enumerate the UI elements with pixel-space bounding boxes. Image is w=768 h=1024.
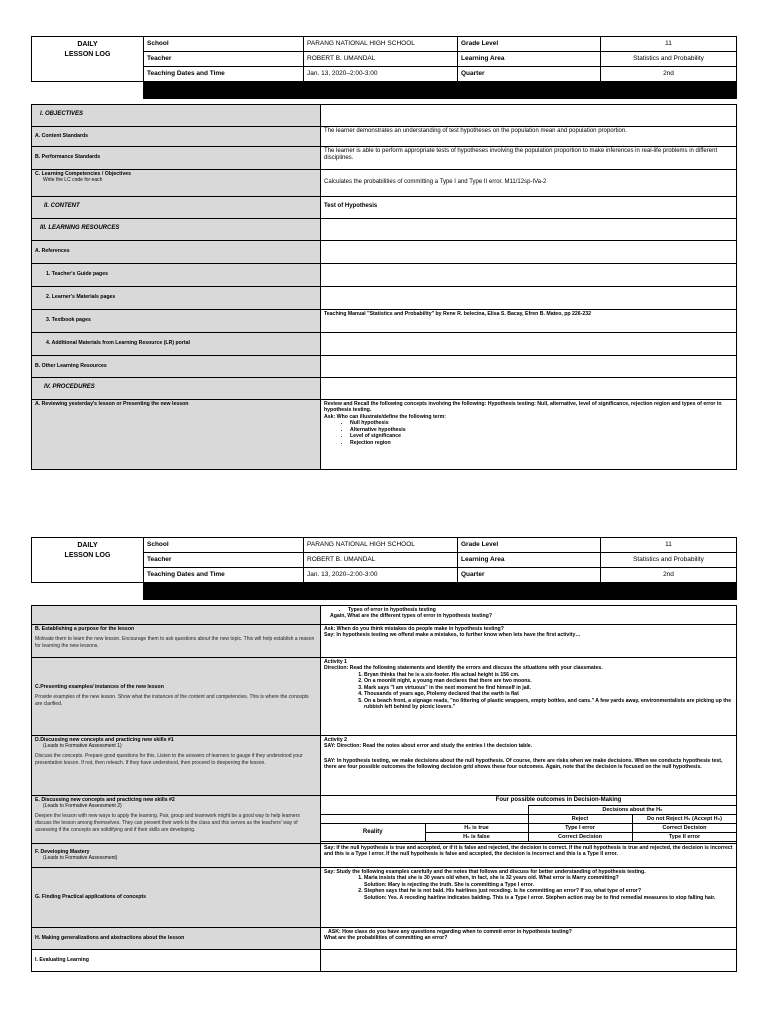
list-item: 4. Thousands of years ago, Ptolemy declared that the earth is flat <box>364 691 733 698</box>
mastery-value: Say: If the null hypothesis is true and accepted, or if it is false and rejected, the decision is correct. If the null hypothesis is true and rejected, the decision is incorrect and this is a Type I error. If the null hypothesis is false and accepted, the decision is incorrect and this is a Type II error. <box>321 843 737 867</box>
grade-label: Grade Level <box>458 37 601 52</box>
purpose-label: B. Establishing a purpose for the lesson Motivate them to learn the new lesson. Encourage them to ask questions about the new topic. This will help establish a reason for learning the new lessons. <box>32 624 321 657</box>
grid-h0-false: H₀ is false <box>425 833 528 842</box>
grid-correct1: Correct Decision <box>632 824 737 833</box>
quarter-label: Quarter <box>458 67 601 82</box>
list-item: 2. On a moonlit night, a young man declares that there are two moons. <box>364 678 733 685</box>
review-content <box>321 399 737 469</box>
list-item: • Alternative hypothesis <box>350 427 733 434</box>
evaluating-label: I. Evaluating Learning <box>32 949 321 971</box>
area-value: Statistics and Probability <box>601 553 737 568</box>
practical-list <box>324 875 733 901</box>
activity2-say2: SAY: In hypothesis testing, we make decisions about the null hypothesis. Of course, there are risks when we make decisions. When we conducts hypothesis test, there are four possible outcomes the following decision grid shows these four outcomes. Again, note that the decision is focused on the null hypothesis. <box>324 757 723 770</box>
tb-label: 3. Textbook pages <box>32 309 321 332</box>
content-value: Test of Hypothesis <box>321 196 737 218</box>
decision-grid-cell <box>321 795 737 843</box>
black-bar <box>144 583 737 600</box>
list-item: 1. Bryan thinks that he is a six-footer. His actual height is 156 cm. <box>364 672 733 679</box>
list-item: 1. Maria insists that she is 30 years old when, in fact, she is 32 years old. What error is Marry committing? Solution: Mary is rejecting the truth. She is committing a Type I error. <box>364 875 733 888</box>
list-item: • Rejection region <box>350 440 733 447</box>
purpose-ask: Ask: When do you think mistakes do people make in hypothesis testing? <box>324 625 504 632</box>
tg-label: 1. Teacher's Guide pages <box>32 263 321 286</box>
grid-not-reject: Do not Reject H₀ (Accept H₀) <box>632 815 737 824</box>
practical-content <box>321 867 737 927</box>
performance-value: The learner is able to perform appropriate tests of hypotheses involving the population proportion to make inferences in real-life problems in different disciplines. <box>321 146 737 169</box>
teacher-value: ROBERT B. UMANDAL <box>304 553 458 568</box>
review-ask: Ask: Who can illustrate/define the following term: <box>324 413 446 420</box>
discuss1-desc: Discuss the concepts. Prepare good questions for this. Listen to the answers of learners to gauge if they understood your presentation lesson. If not, then reteach. If they have understood, then proceed to deepening the lesson. <box>35 753 303 767</box>
resources-heading: III. LEARNING RESOURCES <box>32 218 321 240</box>
dates-label: Teaching Dates and Time <box>144 568 304 583</box>
examples-desc: Provide examples of the new lesson. Show what the instances of the content and competencies. This is where the concepts are clarified. <box>35 694 309 708</box>
am-label: 4. Additional Materials from Learning Resource (LR) portal <box>32 332 321 355</box>
purpose-say: Say: In hypothesis testing we offend make a mistakes, to further know when lets have the first activity… <box>324 632 581 638</box>
school-value: PARANG NATIONAL HIGH SCHOOL <box>304 37 458 52</box>
teacher-value: ROBERT B. UMANDAL <box>304 52 458 67</box>
competencies-label: C. Learning Competencies / Objectives Write the LC code for each <box>32 169 321 196</box>
grid-correct2: Correct Decision <box>528 833 632 842</box>
grid-reject: Reject <box>528 815 632 824</box>
list-item: • Types of error in hypothesis testing <box>348 607 733 614</box>
grid-title: Four possible outcomes in Decision-Making <box>495 796 622 803</box>
activity1-direction: Direction: Read the following statements and identify the errors and discuss the situations with your classmates. <box>324 665 603 671</box>
list-item: 2. Stephen says that he is not bald. His hairlines just receding. Is he committing an error? If so, what type of error? Solution: Yes. A receding hairline indicates balding. This is a Type I error. Stephen action may be to find remedial measures to stop falling hair. <box>364 888 733 901</box>
grid-type2: Type II error <box>632 833 737 842</box>
generalize-label: H. Making generalizations and abstractions about the lesson <box>32 927 321 949</box>
list-item: 3. Mark says "I am virtuous" in the next moment he find himself in jail. <box>364 685 733 692</box>
content-standards-label: A. Content Standards <box>32 126 321 146</box>
quarter-label: Quarter <box>458 568 601 583</box>
mastery-label: F. Developing Mastery (Leads to Formative Assessment) <box>32 843 321 867</box>
teacher-label: Teacher <box>144 553 304 568</box>
dll-title: DAILY LESSON LOG <box>32 37 144 82</box>
discuss2-desc: Deepen the lesson with new ways to apply the learning. Pair, group and teamwork might be a good way to help learners discuss the lesson among themselves. They can present their work to the class and this serves as the teachers' way of assessing if the concepts are solidifying and if their skills are developing. <box>35 813 300 834</box>
grade-label: Grade Level <box>458 538 601 553</box>
references-label: A. References <box>32 240 321 263</box>
discuss1-label: D.Discussing new concepts and practicing new skills #1 (Leads to Formative Assessment 1) Discuss the concepts. Prepare good questions for this. Listen to the answers of learners to gauge if they understood your presentation lesson. If not, then reteach. If they have understood, then proceed to deepening the lesson. <box>32 735 321 795</box>
school-label: School <box>144 37 304 52</box>
generalize-question: What are the probabilities of committing an error? <box>324 935 448 941</box>
dates-value: Jan. 13, 2020–2:00-3:00 <box>304 67 458 82</box>
list-item: • Null hypothesis <box>350 420 733 427</box>
discuss2-label: E. Discussing new concepts and practicing new skills #2 (Leads to Formative Assessment 2) Deepen the lesson with new ways to apply the learning. Pair, group and teamwork might be a good way to help learners discuss the lesson among themselves. They can present their work to the class and this serves as the teachers' way of assessing if the concepts are solidifying and if their skills are developing. <box>32 795 321 843</box>
area-label: Learning Area <box>458 553 601 568</box>
page-2 <box>31 537 736 972</box>
review-label: A. Reviewing yesterday's lesson or Presenting the new lesson <box>32 399 321 469</box>
header-table <box>31 36 737 99</box>
quarter-value: 2nd <box>601 568 737 583</box>
objectives-heading: I. OBJECTIVES <box>32 104 321 126</box>
black-bar <box>144 82 737 99</box>
olr-label: B. Other Learning Resources <box>32 355 321 377</box>
examples-label: C.Presenting examples/ instances of the new lesson Provide examples of the new lesson. Show what the instances of the content and competencies. This is where the concepts are clarified. <box>32 657 321 735</box>
grid-reality: Reality <box>321 824 425 842</box>
content-standards-value: The learner demonstrates an understanding of test hypotheses on the population mean and population proportion. <box>321 126 737 146</box>
procedures-heading: IV. PROCEDURES <box>32 377 321 399</box>
main-table-1 <box>31 104 737 470</box>
tb-value: Teaching Manual "Statistics and Probability" by Rene R. belecina, Elisa S. Bacay, Efren B. Mateo, pp 226-232 <box>321 309 737 332</box>
dll-title: DAILY LESSON LOG <box>32 538 144 583</box>
content-heading: II. CONTENT <box>32 196 321 218</box>
purpose-content <box>321 624 737 657</box>
practical-label: G. Finding Practical applications of concepts <box>32 867 321 927</box>
review-list <box>324 420 733 446</box>
continued-question: Again, What are the different types of error in hypothesis testing? <box>330 613 492 619</box>
grid-type1: Type I error <box>528 824 632 833</box>
decision-grid <box>321 805 737 842</box>
dates-label: Teaching Dates and Time <box>144 67 304 82</box>
lm-label: 2. Learner's Materials pages <box>32 286 321 309</box>
list-item: • Level of significance <box>350 433 733 440</box>
continued-content <box>321 605 737 624</box>
practical-say: Say: Study the following examples carefully and the notes that follows and discuss for better understanding of hypothesis testing. <box>324 868 646 875</box>
list-item: 5. On a beach front, a signage reads, "no littering of plastic wrappers, empty bottles, and cans." A few yards away, environmentalists are picking up the rubbish left behind by picnic lovers." <box>364 698 733 711</box>
teacher-label: Teacher <box>144 52 304 67</box>
review-intro: Review and Recall the following concepts involving the following: Hypothesis testing: Null, alternative, level of significance, rejection region and types of error in hypothesis testing. <box>324 400 722 413</box>
activity2-content <box>321 735 737 795</box>
school-label: School <box>144 538 304 553</box>
school-value: PARANG NATIONAL HIGH SCHOOL <box>304 538 458 553</box>
grade-value: 11 <box>601 37 737 52</box>
competencies-value: Calculates the probabilities of committing a Type I and Type II error. M11/12sp-IVa-2 <box>321 169 737 196</box>
quarter-value: 2nd <box>601 67 737 82</box>
generalize-ask: ASK: How class do you have any questions regarding when to commit error in hypothesis testing? <box>328 928 572 935</box>
activity1-content <box>321 657 737 735</box>
dates-value: Jan. 13, 2020–2:00-3:00 <box>304 568 458 583</box>
main-table-2 <box>31 605 737 972</box>
activity1-list <box>324 672 733 711</box>
header-table-2 <box>31 537 737 600</box>
performance-label: B. Performance Standards <box>32 146 321 169</box>
grade-value: 11 <box>601 538 737 553</box>
generalize-content <box>321 927 737 949</box>
purpose-desc: Motivate them to learn the new lesson. Encourage them to ask questions about the new topic. This will help establish a reason for learning the new lessons. <box>35 636 315 649</box>
area-value: Statistics and Probability <box>601 52 737 67</box>
grid-decisions-header: Decisions about the H₀ <box>528 806 737 815</box>
page-1 <box>31 36 736 470</box>
area-label: Learning Area <box>458 52 601 67</box>
activity1-title: Activity 1 <box>324 658 348 665</box>
activity2-say: SAY: Direction: Read the notes about error and study the entries I the decision table. <box>324 743 533 749</box>
activity2-title: Activity 2 <box>324 736 348 743</box>
grid-h0-true: H₀ is true <box>425 824 528 833</box>
